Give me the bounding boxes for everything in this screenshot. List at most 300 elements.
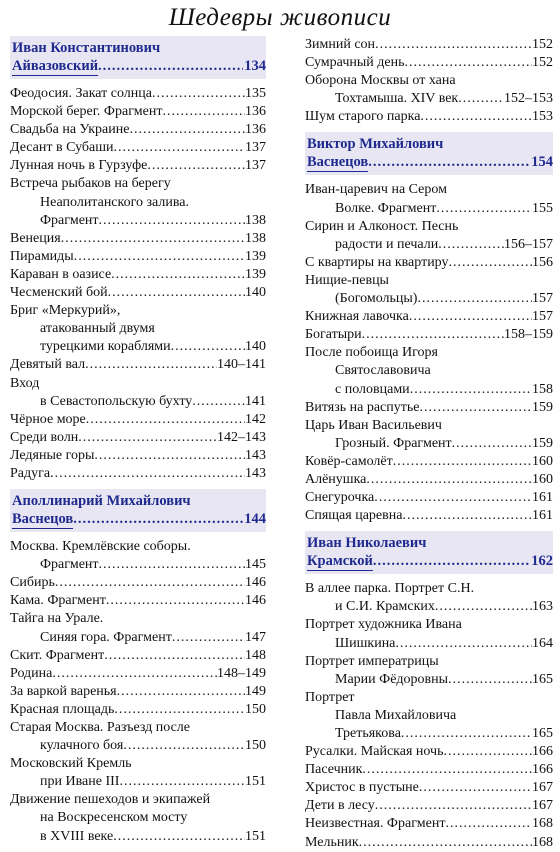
entry-row	[10, 411, 266, 429]
entry-title-line: Тохтамыша. XIV век	[335, 91, 459, 107]
entry-row	[10, 447, 266, 465]
left-column	[10, 36, 266, 846]
entry-row	[305, 507, 553, 525]
entry-title-line: Неаполитанского залива.	[40, 194, 189, 210]
dot-leader	[162, 103, 245, 121]
artist-heading-row	[12, 510, 266, 529]
dot-leader	[404, 54, 532, 72]
dot-leader	[362, 761, 532, 779]
dot-leader	[452, 435, 532, 453]
entry-page-number: 166	[532, 744, 553, 760]
toc-entry[interactable]	[10, 574, 266, 592]
entry-row	[10, 429, 266, 447]
entry-title-line: Московский Кремль	[10, 756, 132, 772]
artist-page-number: 144	[244, 511, 266, 528]
entry-page-number: 153	[532, 109, 553, 125]
entry-page-number: 161	[532, 508, 553, 524]
dot-leader	[50, 465, 245, 483]
entry-row	[305, 435, 553, 453]
toc-entry[interactable]	[305, 761, 553, 779]
entry-title-line: Портрет художника Ивана	[305, 617, 462, 633]
dot-leader	[192, 393, 245, 411]
entry-page-number: 158–159	[504, 327, 553, 343]
toc-entry[interactable]	[10, 157, 266, 175]
entry-row	[305, 453, 553, 471]
entry-page-number: 160	[532, 453, 553, 469]
entry-title-line: Девятый вал	[10, 357, 86, 373]
entry-title-line: Десант в Субаши	[10, 140, 114, 156]
entry-row	[305, 725, 553, 743]
entry-title-line: Сирин и Алконост. Песнь	[305, 218, 459, 234]
toc-entry[interactable]	[10, 266, 266, 284]
entry-title-line: Движение пешеходов и экипажей	[10, 792, 211, 808]
entry-row	[305, 90, 553, 108]
entry-title-line: Сибирь	[10, 575, 55, 591]
entry-title-line: Родина	[10, 665, 53, 681]
toc-entry[interactable]	[305, 417, 553, 453]
artist-heading	[307, 135, 553, 172]
toc-entry[interactable]	[305, 471, 553, 489]
dot-leader	[114, 701, 245, 719]
entry-page-number: 140–141	[217, 357, 266, 373]
entry-title-line: В аллее парка. Портрет С.Н.	[305, 581, 475, 597]
artist-heading-row	[307, 552, 553, 571]
toc-entry[interactable]	[305, 218, 553, 254]
entry-row	[10, 393, 266, 411]
entry-title-line: Фрагмент	[40, 212, 99, 228]
artist-first-name: Иван Николаевич	[307, 535, 427, 552]
entry-row	[10, 338, 266, 356]
entry-row	[305, 779, 553, 797]
entry-row	[10, 683, 266, 701]
entry-title-line: Спящая царевна	[305, 508, 403, 524]
toc-entry[interactable]	[305, 834, 553, 852]
dot-leader	[393, 453, 532, 471]
dot-leader	[73, 510, 243, 528]
entry-title-line: За варкой варенья	[10, 683, 117, 699]
entry-row	[305, 290, 553, 308]
entry-title-line: Зимний сон	[305, 37, 376, 52]
dot-leader	[449, 254, 533, 272]
entry-title-line: Пасечник	[305, 762, 363, 778]
dot-leader	[111, 266, 245, 284]
artist-section-header[interactable]	[305, 132, 553, 175]
entry-page-number: 156	[532, 254, 553, 270]
entry-page-number: 149	[245, 683, 266, 699]
entry-page-number: 150	[245, 738, 266, 754]
entry-list	[305, 181, 553, 525]
dot-leader	[119, 773, 245, 791]
entry-row	[10, 266, 266, 284]
entry-page-number: 140	[245, 339, 266, 355]
toc-entry[interactable]	[305, 272, 553, 308]
dot-leader	[99, 212, 245, 230]
entry-title-line: Нищие-певцы	[305, 272, 389, 288]
entry-title-line: Алёнушка	[305, 471, 367, 487]
entry-title-line: атакованный двумя	[40, 321, 155, 337]
entry-title-line: Портрет	[305, 689, 355, 705]
toc-entry[interactable]	[10, 701, 266, 719]
artist-last-name: Васнецов	[307, 154, 369, 171]
entry-title-line: Оборона Москвы от хана	[305, 73, 456, 89]
entry-title-line: Синяя гора. Фрагмент	[40, 629, 172, 645]
entry-title-line: Волке. Фрагмент	[335, 200, 437, 216]
dot-leader	[78, 429, 217, 447]
entry-title-line: Свадьба на Украине	[10, 122, 130, 138]
entry-title-line: Встреча рыбаков на берегу	[10, 176, 171, 192]
artist-heading-row	[12, 57, 266, 76]
entry-page-number: 138	[245, 230, 266, 246]
entry-title-line: Среди волн	[10, 429, 79, 445]
entry-list	[305, 36, 553, 126]
toc-entry[interactable]	[305, 326, 553, 344]
dot-leader	[171, 338, 245, 356]
entry-page-number: 137	[245, 158, 266, 174]
dot-leader	[438, 236, 504, 254]
entry-page-number: 147	[245, 629, 266, 645]
entry-title-line: Христос в пустыне	[305, 780, 419, 796]
toc-entry[interactable]	[10, 175, 266, 229]
entry-row	[10, 157, 266, 175]
entry-page-number: 136	[245, 122, 266, 138]
toc-entry[interactable]	[10, 411, 266, 429]
entry-title-line: Третьякова	[335, 726, 401, 741]
dot-leader	[104, 647, 245, 665]
entry-title-line: Ледяные горы	[10, 447, 95, 463]
entry-title-line: Шум старого парка	[305, 109, 421, 125]
entry-row	[10, 230, 266, 248]
entry-title-line: После побоища Игоря	[305, 345, 438, 361]
entry-row	[10, 85, 266, 103]
toc-entry[interactable]	[10, 248, 266, 266]
entry-page-number: 140	[245, 285, 266, 301]
toc-entry[interactable]	[305, 399, 553, 417]
dot-leader	[458, 90, 504, 108]
entry-title-line: Венеция	[10, 230, 61, 246]
entry-page-number: 143	[245, 447, 266, 463]
entry-page-number: 155	[532, 200, 553, 216]
entry-page-number: 159	[532, 399, 553, 415]
entry-title-line: Кама. Фрагмент	[10, 593, 106, 609]
entry-row	[305, 36, 553, 54]
entry-title-line: Богатыри	[305, 327, 362, 343]
entry-page-number: 151	[245, 774, 266, 790]
dot-leader	[61, 230, 245, 248]
toc-entry[interactable]	[305, 743, 553, 761]
entry-row	[10, 592, 266, 610]
toc-entry[interactable]	[10, 139, 266, 157]
dot-leader	[85, 356, 217, 374]
entry-title-line: Фрагмент	[40, 557, 99, 573]
toc-entry[interactable]	[10, 103, 266, 121]
entry-title-line: Снегурочка	[305, 490, 375, 506]
entry-page-number: 167	[532, 780, 553, 796]
entry-title-line: Тайга на Урале.	[10, 611, 104, 627]
toc-entry[interactable]	[10, 719, 266, 755]
artist-heading	[307, 534, 553, 571]
dot-leader	[402, 507, 532, 525]
entry-title-line: Лунная ночь в Гурзуфе	[10, 158, 148, 174]
entry-title-line: в Севастопольскую бухту	[40, 393, 193, 409]
entry-page-number: 152	[532, 37, 553, 52]
entry-title-line: Иван-царевич на Сером	[305, 182, 447, 198]
toc-entry[interactable]	[305, 308, 553, 326]
entry-title-line: Морской берег. Фрагмент	[10, 104, 163, 120]
entry-title-line: при Иване III	[40, 774, 120, 790]
toc-entry[interactable]	[305, 36, 553, 54]
artist-last-name: Васнецов	[12, 511, 74, 528]
toc-entry[interactable]	[305, 797, 553, 815]
entry-page-number: 165	[532, 726, 553, 741]
toc-entry[interactable]	[10, 755, 266, 791]
entry-page-number: 157	[532, 291, 553, 307]
toc-entry[interactable]	[10, 683, 266, 701]
entry-row	[10, 356, 266, 374]
entry-page-number: 163	[532, 599, 553, 615]
toc-entry[interactable]	[10, 538, 266, 574]
dot-leader	[94, 447, 245, 465]
toc-entry[interactable]	[305, 254, 553, 272]
artist-first-name: Виктор Михайлович	[307, 136, 444, 153]
entry-page-number: 146	[245, 575, 266, 591]
entry-title-line: (Богомольцы)	[335, 291, 418, 307]
entry-title-line: Неизвестная. Фрагмент	[305, 816, 446, 832]
entry-title-line: и С.И. Крамских	[335, 599, 435, 615]
toc-entry[interactable]	[305, 489, 553, 507]
entry-row	[10, 103, 266, 121]
entry-row	[10, 647, 266, 665]
dot-leader	[52, 665, 217, 683]
toc-entry[interactable]	[305, 181, 553, 217]
toc-entry[interactable]	[10, 85, 266, 103]
toc-entry[interactable]	[10, 230, 266, 248]
entry-row	[10, 665, 266, 683]
entry-title-line: в XVIII веке	[40, 828, 114, 844]
toc-entry[interactable]	[305, 689, 553, 743]
entry-title-line: Царь Иван Васильевич	[305, 417, 442, 433]
dot-leader	[129, 121, 245, 139]
artist-page-number: 134	[244, 58, 266, 74]
dot-leader	[410, 381, 532, 399]
right-column	[305, 36, 553, 852]
entry-title-line: Чесменский бой	[10, 285, 108, 301]
entry-row	[10, 465, 266, 483]
entry-page-number: 138	[245, 212, 266, 228]
artist-last-name: Крамской	[307, 553, 373, 570]
toc-entry[interactable]	[10, 356, 266, 374]
toc-entry[interactable]	[10, 610, 266, 646]
entry-title-line: Скит. Фрагмент	[10, 647, 105, 663]
entry-row	[305, 471, 553, 489]
toc-entry[interactable]	[305, 653, 553, 689]
toc-entry[interactable]	[10, 647, 266, 665]
dot-leader	[419, 399, 532, 417]
entry-page-number: 152–153	[504, 91, 553, 107]
toc-entry[interactable]	[305, 779, 553, 797]
artist-page-number: 154	[531, 154, 553, 171]
entry-title-line: Бриг «Меркурий»,	[10, 303, 121, 319]
entry-row	[305, 671, 553, 689]
entry-title-line: Витязь на распутье	[305, 399, 420, 415]
entry-title-line: Портрет императрицы	[305, 653, 439, 669]
entry-title-line: Феодосия. Закат солнца	[10, 86, 152, 101]
entry-row	[305, 399, 553, 417]
entry-title-line: Чёрное море	[10, 411, 86, 427]
toc-entry[interactable]	[305, 344, 553, 398]
dot-leader	[435, 598, 532, 616]
toc-entry[interactable]	[305, 580, 553, 616]
entry-list	[10, 538, 266, 846]
entry-row	[305, 815, 553, 833]
entry-title-line: Пирамиды	[10, 248, 74, 264]
entry-title-line: Грозный. Фрагмент	[335, 435, 452, 451]
toc-entry[interactable]	[10, 791, 266, 845]
dot-leader	[359, 834, 532, 852]
entry-row	[305, 598, 553, 616]
toc-entry[interactable]	[10, 375, 266, 411]
entry-row	[305, 326, 553, 344]
entry-row	[305, 797, 553, 815]
toc-entry[interactable]	[305, 616, 553, 652]
entry-row	[305, 308, 553, 326]
entry-page-number: 165	[532, 671, 553, 687]
dot-leader	[375, 36, 532, 54]
dot-leader	[366, 471, 532, 489]
entry-title-line: радости и печали	[335, 236, 439, 252]
toc-entry[interactable]	[10, 665, 266, 683]
toc-entry[interactable]	[305, 72, 553, 108]
entry-title-line: Павла Михайловича	[335, 707, 457, 723]
entry-row	[305, 834, 553, 852]
entry-page-number: 137	[245, 140, 266, 156]
artist-heading-row	[307, 153, 553, 172]
toc-entry[interactable]	[305, 453, 553, 471]
dot-leader	[117, 683, 245, 701]
toc-entry[interactable]	[10, 429, 266, 447]
toc-entry[interactable]	[10, 284, 266, 302]
entry-title-line: Шишкина	[335, 635, 396, 651]
dot-leader	[172, 629, 245, 647]
toc-entry[interactable]	[10, 302, 266, 356]
entry-row	[305, 54, 553, 72]
dot-leader	[436, 200, 532, 218]
dot-leader	[420, 108, 532, 126]
dot-leader	[147, 157, 245, 175]
artist-heading	[12, 39, 266, 76]
entry-row	[305, 743, 553, 761]
toc-entry[interactable]	[10, 592, 266, 610]
toc-entry[interactable]	[305, 108, 553, 126]
dot-leader	[443, 743, 532, 761]
dot-leader	[123, 737, 245, 755]
entry-row	[10, 556, 266, 574]
entry-page-number: 148	[245, 647, 266, 663]
entry-row	[305, 489, 553, 507]
entry-page-number: 158	[532, 381, 553, 397]
entry-page-number: 148–149	[217, 665, 266, 681]
artist-last-name: Айвазовский	[12, 58, 99, 74]
toc-entry[interactable]	[305, 54, 553, 72]
dot-leader	[113, 828, 245, 846]
dot-leader	[445, 815, 532, 833]
dot-leader	[373, 552, 530, 570]
entry-page-number: 157	[532, 309, 553, 325]
toc-entry[interactable]	[10, 465, 266, 483]
dot-leader	[417, 290, 532, 308]
entry-list	[305, 580, 553, 851]
entry-title-line: Красная площадь	[10, 701, 115, 717]
entry-row	[10, 629, 266, 647]
entry-row	[10, 248, 266, 266]
dot-leader	[374, 489, 532, 507]
artist-section-header[interactable]	[305, 531, 553, 574]
toc-entry[interactable]	[10, 121, 266, 139]
entry-page-number: 168	[532, 816, 553, 832]
dot-leader	[368, 153, 530, 171]
entry-page-number: 141	[245, 393, 266, 409]
entry-page-number: 151	[245, 828, 266, 844]
entry-title-line: Марии Фёдоровны	[335, 671, 449, 687]
entry-page-number: 164	[532, 635, 553, 651]
entry-title-line: Ковёр-самолёт	[305, 453, 393, 469]
entry-row	[10, 701, 266, 719]
dot-leader	[108, 284, 245, 302]
entry-row	[10, 828, 266, 846]
entry-page-number: 159	[532, 435, 553, 451]
entry-row	[10, 284, 266, 302]
dot-leader	[98, 57, 243, 75]
dot-leader	[74, 248, 245, 266]
entry-row	[10, 773, 266, 791]
page-title: Шедевры живописи	[168, 4, 392, 31]
entry-title-line: кулачного боя	[40, 738, 124, 754]
entry-row	[305, 635, 553, 653]
entry-row	[10, 737, 266, 755]
dot-leader	[395, 635, 532, 653]
artist-page-number: 162	[531, 553, 553, 570]
dot-leader	[419, 779, 532, 797]
artist-heading	[12, 492, 266, 529]
entry-row	[305, 381, 553, 399]
artist-section-header[interactable]	[10, 36, 266, 79]
entry-row	[305, 761, 553, 779]
entry-title-line: Мельник	[305, 834, 359, 850]
toc-entry[interactable]	[305, 507, 553, 525]
entry-row	[305, 108, 553, 126]
entry-page-number: 150	[245, 701, 266, 717]
toc-entry[interactable]	[305, 815, 553, 833]
entry-page-number: 166	[532, 762, 553, 778]
toc-entry[interactable]	[10, 447, 266, 465]
entry-page-number: 142–143	[217, 429, 266, 445]
entry-row	[10, 139, 266, 157]
entry-title-line: Святославовича	[335, 363, 431, 379]
entry-page-number: 168	[532, 834, 553, 850]
entry-title-line: Караван в оазисе	[10, 266, 112, 282]
entry-page-number: 145	[245, 557, 266, 573]
artist-section-header[interactable]	[10, 489, 266, 532]
dot-leader	[375, 797, 532, 815]
entry-title-line: Старая Москва. Разъезд после	[10, 720, 190, 735]
entry-title-line: с половцами	[335, 381, 410, 397]
entry-title-line: Радуга	[10, 465, 51, 481]
entry-title-line: С квартиры на квартиру	[305, 254, 449, 270]
entry-page-number: 152	[532, 55, 553, 71]
entry-page-number: 167	[532, 798, 553, 814]
artist-first-name: Иван Константинович	[12, 40, 161, 56]
entry-page-number: 135	[245, 86, 266, 101]
dot-leader	[55, 574, 245, 592]
